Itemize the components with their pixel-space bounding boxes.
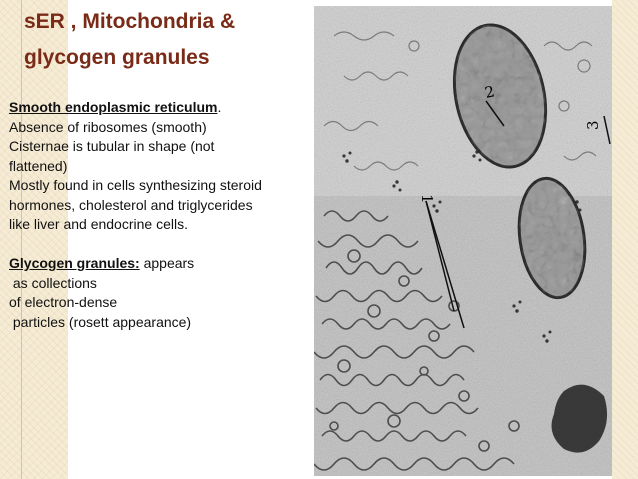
ser-line-3: flattened) bbox=[9, 157, 68, 174]
slide-title-line-1: sER , Mitochondria & bbox=[24, 10, 236, 33]
paragraph-gap bbox=[9, 235, 309, 255]
ser-line-5: hormones, cholesterol and triglycerides bbox=[9, 196, 253, 213]
slide-title-line-2: glycogen granules bbox=[24, 46, 210, 69]
glycogen-line-1: appears bbox=[139, 255, 195, 271]
ser-line-4: Mostly found in cells synthesizing steroid bbox=[9, 177, 262, 193]
slide-title bbox=[24, 4, 235, 76]
micrograph-label-2: 2 bbox=[483, 82, 497, 102]
paper-texture-right bbox=[612, 0, 638, 479]
slide-body bbox=[9, 98, 309, 332]
glycogen-line-4: particles (rosett appearance) bbox=[9, 313, 192, 330]
electron-micrograph bbox=[314, 6, 612, 476]
glycogen-heading-line bbox=[9, 254, 309, 274]
micrograph-label-3: 3 bbox=[584, 120, 602, 130]
glycogen-heading: Glycogen granules: bbox=[9, 255, 140, 271]
micrograph-label-1: 1 bbox=[418, 194, 436, 204]
ser-heading-line bbox=[9, 98, 309, 118]
ser-line-1: Absence of ribosomes (smooth) bbox=[9, 118, 207, 135]
ser-line-6: like liver and endocrine cells. bbox=[9, 216, 188, 232]
glycogen-line-3: of electron-dense bbox=[9, 294, 118, 310]
ser-line-2: Cisternae is tubular in shape (not bbox=[9, 138, 215, 154]
glycogen-line-2: as collections bbox=[9, 274, 97, 291]
ser-heading-period: . bbox=[217, 99, 222, 115]
ser-heading: Smooth endoplasmic reticulum bbox=[9, 99, 218, 115]
